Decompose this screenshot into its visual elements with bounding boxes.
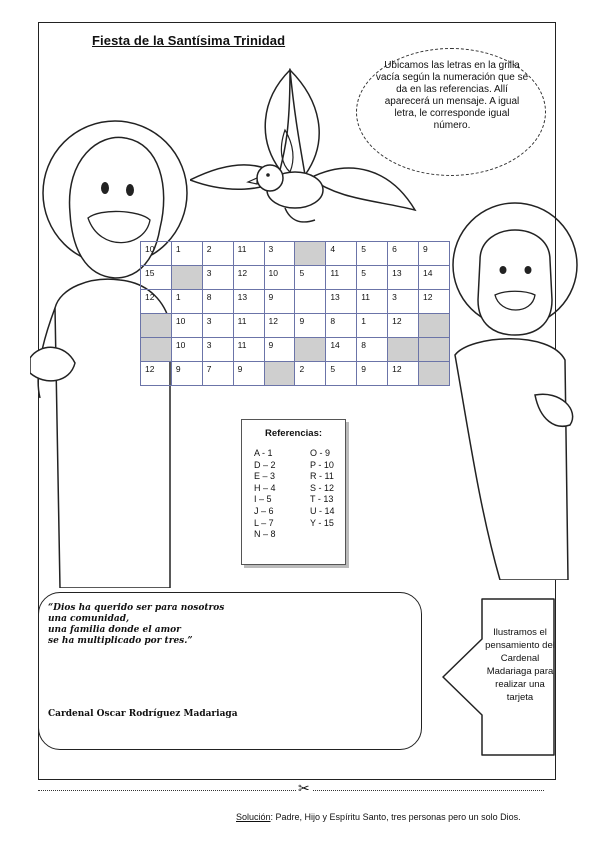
grid-cell[interactable]: 14 [326, 338, 357, 362]
grid-cell[interactable]: 9 [295, 314, 326, 338]
reference-item: R - 11 [310, 471, 334, 482]
grid-cell[interactable]: 14 [418, 266, 449, 290]
reference-item: U - 14 [310, 505, 335, 516]
grid-cell[interactable]: 3 [264, 242, 295, 266]
reference-item: I – 5 [254, 494, 272, 505]
grid-cell[interactable]: 10 [171, 314, 202, 338]
grid-row [141, 338, 450, 362]
grid-cell-blocked [264, 362, 295, 386]
grid-cell[interactable]: 3 [202, 338, 233, 362]
reference-item: H – 4 [254, 482, 276, 493]
grid-cell[interactable]: 11 [233, 314, 264, 338]
grid-cell-blocked [295, 338, 326, 362]
reference-item: O - 9 [310, 448, 331, 458]
grid-cell-blocked [295, 242, 326, 266]
grid-row [141, 362, 450, 386]
reference-item: P - 10 [310, 459, 334, 470]
quote-text [48, 603, 224, 647]
grid-cell[interactable]: 7 [202, 362, 233, 386]
grid-cell[interactable]: 3 [202, 314, 233, 338]
reference-item: E – 3 [254, 471, 276, 482]
grid-cell[interactable]: 10 [171, 338, 202, 362]
puzzle-grid [140, 241, 450, 386]
grid-cell-blocked [141, 314, 172, 338]
grid-cell-blocked [418, 338, 449, 362]
grid-cell[interactable]: 1 [357, 314, 388, 338]
grid-cell[interactable]: 3 [202, 266, 233, 290]
references-left-column [254, 448, 276, 541]
grid-cell-blocked [141, 338, 172, 362]
grid-row [141, 266, 450, 290]
grid-cell[interactable]: 11 [233, 242, 264, 266]
arrow-text: Ilustramos el pensamiento del Cardenal Madariaga para realizar una tarjeta [485, 627, 555, 703]
grid-cell[interactable]: 8 [357, 338, 388, 362]
grid-cell[interactable]: 1 [171, 242, 202, 266]
grid-cell[interactable]: 5 [357, 242, 388, 266]
grid-row [141, 290, 450, 314]
page-title: Fiesta de la Santísima Trinidad [92, 33, 286, 48]
reference-item: J – 6 [254, 505, 274, 516]
grid-cell[interactable]: 1 [171, 290, 202, 314]
reference-item: Y - 15 [310, 517, 334, 528]
grid-cell[interactable]: 13 [326, 290, 357, 314]
grid-cell[interactable]: 8 [202, 290, 233, 314]
grid-cell[interactable]: 5 [295, 266, 326, 290]
quote-author: Cardenal Oscar Rodríguez Madariaga [48, 709, 238, 719]
quote-line: una familia donde el amor [48, 625, 181, 635]
grid-cell[interactable]: 9 [171, 362, 202, 386]
grid-cell[interactable]: 12 [388, 314, 419, 338]
grid-cell[interactable]: 12 [264, 314, 295, 338]
grid-cell[interactable]: 5 [326, 362, 357, 386]
grid-cell-blocked [418, 314, 449, 338]
grid-cell[interactable]: 3 [388, 290, 419, 314]
reference-item: N – 8 [254, 529, 276, 540]
grid-cell[interactable]: 9 [264, 338, 295, 362]
reference-item: D – 2 [254, 459, 276, 470]
grid-cell[interactable]: 9 [233, 362, 264, 386]
grid-cell[interactable]: 11 [357, 290, 388, 314]
instructions-text: Ubicamos las letras en la grilla vacía según la numeración que se da en las referencias. Allí aparecerá un mensaje. A igual letra, le corresponde igual número. [375, 60, 529, 131]
grid-cell[interactable]: 12 [418, 290, 449, 314]
grid-cell[interactable]: 10 [264, 266, 295, 290]
quote-line: se ha multiplicado por tres.” [48, 636, 193, 646]
grid-cell[interactable]: 2 [202, 242, 233, 266]
grid-cell[interactable]: 12 [388, 362, 419, 386]
grid-cell[interactable]: 12 [141, 290, 172, 314]
references-box [241, 419, 346, 565]
quote-line: “Dios ha querido ser para nosotros [48, 603, 225, 613]
grid-cell[interactable]: 9 [357, 362, 388, 386]
grid-row [141, 242, 450, 266]
grid-cell[interactable]: 12 [233, 266, 264, 290]
grid-cell[interactable]: 9 [418, 242, 449, 266]
grid-cell[interactable]: 13 [388, 266, 419, 290]
grid-cell-blocked [171, 266, 202, 290]
grid-cell[interactable]: 2 [295, 362, 326, 386]
reference-item: L – 7 [254, 517, 274, 528]
grid-cell[interactable]: 13 [233, 290, 264, 314]
cut-line [38, 790, 544, 791]
references-title: Referencias: [264, 428, 323, 439]
grid-cell[interactable]: 5 [357, 266, 388, 290]
solution-line [236, 812, 521, 822]
grid-cell[interactable]: 12 [141, 362, 172, 386]
grid-cell[interactable]: 11 [233, 338, 264, 362]
references-right-column [310, 448, 335, 529]
solution-text: : Padre, Hijo y Espíritu Santo, tres personas pero un solo Dios. [270, 812, 521, 822]
grid-cell[interactable]: 9 [264, 290, 295, 314]
grid-cell-blocked [418, 362, 449, 386]
grid-cell[interactable]: 8 [326, 314, 357, 338]
grid-cell[interactable]: 6 [388, 242, 419, 266]
grid-cell[interactable]: 10 [141, 242, 172, 266]
saint-figure-right [440, 190, 580, 580]
grid-cell[interactable]: 4 [326, 242, 357, 266]
grid-row [141, 314, 450, 338]
quote-line: una comunidad, [48, 614, 130, 624]
reference-item: A - 1 [254, 448, 273, 458]
grid-cell[interactable] [295, 290, 326, 314]
grid-cell[interactable]: 11 [326, 266, 357, 290]
reference-item: S - 12 [310, 482, 335, 493]
grid-cell-blocked [388, 338, 419, 362]
solution-label: Solución [236, 812, 271, 822]
scissors-icon: ✂ [298, 780, 310, 796]
grid-cell[interactable]: 15 [141, 266, 172, 290]
reference-item: T - 13 [310, 494, 334, 505]
